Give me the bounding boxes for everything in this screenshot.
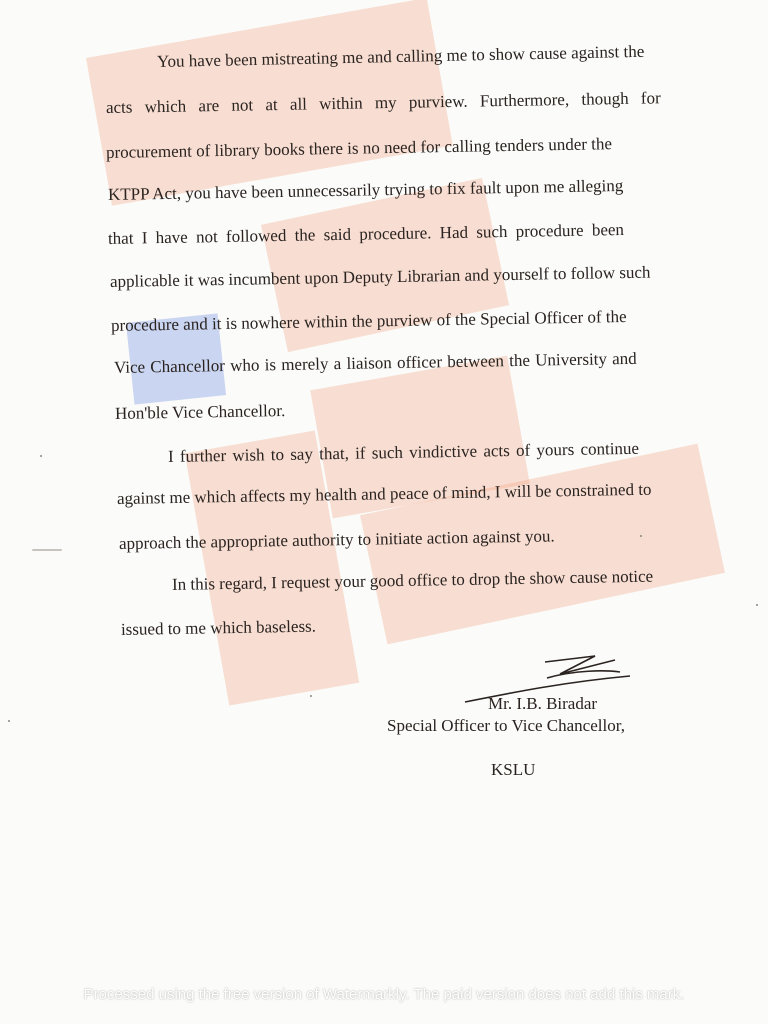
letter-line: applicable it was incumbent upon Deputy Librarian and yourself to follow such — [109, 262, 651, 291]
letter-line: procurement of library books there is no need for calling tenders under the — [105, 134, 613, 162]
signature-org: KSLU — [491, 760, 536, 779]
letter-line: procedure and it is nowhere within the purview of the Special Officer of the — [110, 307, 627, 335]
letter-line: that I have not followed the said procedure. Had such procedure been — [107, 219, 625, 248]
letter-line: I further wish to say that, if such vindictive acts of yours continue — [167, 438, 640, 466]
letter-line: In this regard, I request your good office to drop the show cause notice — [171, 566, 654, 594]
letter-line: issued to me which baseless. — [120, 616, 317, 639]
letter-line: Hon'ble Vice Chancellor. — [114, 401, 286, 423]
watermark-notice: Processed using the free version of Watermarkly. The paid version does not add this mark. — [83, 986, 685, 1003]
letter-line: Vice Chancellor who is merely a liaison officer between the University and — [113, 348, 637, 377]
letter-line: approach the appropriate authority to initiate action against you. — [118, 526, 555, 553]
letter-line: against me which affects my health and peace of mind, I will be constrained to — [116, 479, 652, 508]
letter-line: You have been mistreating me and calling me to show cause against the — [156, 41, 645, 71]
letter-line: acts which are not at all within my purview. Furthermore, though for — [105, 88, 661, 117]
signature-title: Special Officer to Vice Chancellor, — [387, 716, 625, 735]
signature-name: Mr. I.B. Biradar — [488, 694, 598, 713]
letter-line: KTPP Act, you have been unnecessarily trying to fix fault upon me alleging — [107, 176, 624, 204]
